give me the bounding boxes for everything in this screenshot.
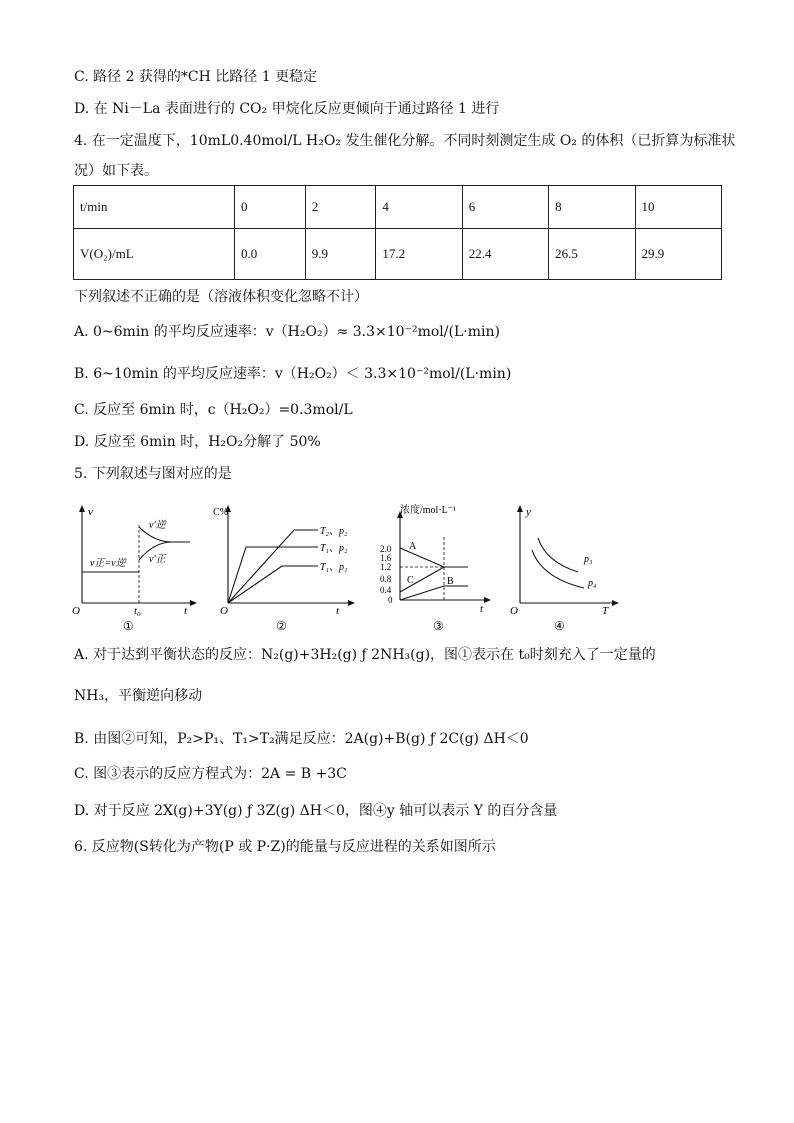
series-label-c: C — [407, 575, 414, 586]
caption: ③ — [433, 619, 444, 633]
q5-option-a-line2: NH₃，平衡逆向移动 — [74, 688, 203, 704]
curve-label-p4: p₄ — [588, 578, 597, 589]
tick-label: 0 — [388, 595, 393, 605]
table-cell: 2 — [305, 186, 376, 229]
table-cell: 0 — [235, 186, 306, 229]
x-label: t — [184, 605, 188, 617]
q3-option-d: D. 在 Ni－La 表面进行的 CO₂ 甲烷化反应更倾向于通过路径 1 进行 — [74, 101, 500, 117]
figure-2-percent-time — [210, 500, 360, 635]
tick-label: 0.4 — [380, 585, 392, 595]
table-cell: 6 — [462, 186, 548, 229]
figure-3-concentration-time — [376, 500, 494, 635]
x-label: T — [602, 605, 609, 617]
tick-label: 1.2 — [380, 562, 392, 572]
figure-4-y-temperature — [506, 500, 624, 635]
figure-1-rate-time — [66, 500, 200, 635]
table-cell: 0.0 — [235, 229, 306, 280]
oxygen-volume-table — [73, 185, 722, 280]
q5-option-b: B. 由图②可知，P₂>P₁、T₁>T₂满足反应：2A(g)+B(g) ƒ 2C(g) ΔH＜0 — [74, 731, 529, 747]
q5-stem: 5. 下列叙述与图对应的是 — [74, 466, 232, 482]
curve-label-p3: p₃ — [584, 554, 593, 565]
q5-option-c: C. 图③表示的反应方程式为：2A = B +3C — [74, 766, 347, 782]
q6-stem: 6. 反应物(S转化为产物(P 或 P·Z)的能量与反应进程的关系如图所示 — [74, 839, 496, 855]
equilibrium-label: v正=v逆 — [90, 558, 126, 569]
table-row-time — [74, 186, 722, 229]
origin-label: O — [220, 605, 228, 617]
table-cell: 29.9 — [635, 229, 721, 280]
y-label: 浓度/mol·L⁻¹ — [400, 505, 457, 516]
q5-option-d: D. 对于反应 2X(g)+3Y(g) ƒ 3Z(g) ΔH＜0，图④y 轴可以表示 Y 的百分含量 — [74, 803, 558, 819]
y-label: v — [88, 506, 93, 518]
tick-label: 2.0 — [380, 544, 392, 554]
caption: ④ — [554, 619, 565, 633]
q4-stem-line1: 4. 在一定温度下，10mL0.40mol/L H₂O₂ 发生催化分解。不同时刻测定生成 O₂ 的体积（已折算为标准状 — [74, 133, 736, 149]
series-label-a: A — [409, 541, 417, 552]
origin-label: O — [72, 605, 80, 617]
tick-label: 0.8 — [380, 574, 392, 584]
table-row-volume — [74, 229, 722, 280]
table-cell: 22.4 — [462, 229, 548, 280]
origin-label: O — [510, 605, 518, 617]
caption: ① — [123, 619, 134, 633]
table-cell: 17.2 — [376, 229, 462, 280]
q4-option-d: D. 反应至 6min 时，H₂O₂分解了 50% — [74, 434, 321, 450]
curve-label-1: T₂、p₂ — [320, 526, 348, 537]
q4-stem-line2: 况）如下表。 — [74, 163, 158, 179]
table-cell: 10 — [635, 186, 721, 229]
reverse-rate-label: v′逆 — [149, 520, 166, 531]
caption: ② — [276, 619, 287, 633]
curve-label-2: T₁、p₂ — [320, 543, 348, 554]
y-label: C% — [213, 507, 228, 518]
x-label: t — [336, 605, 340, 617]
q3-option-c: C. 路径 2 获得的*CH 比路径 1 更稳定 — [74, 69, 318, 85]
table-cell: 26.5 — [549, 229, 635, 280]
table-cell: V(O₂)/mL — [74, 229, 235, 280]
y-label: y — [526, 506, 531, 518]
table-cell: 9.9 — [305, 229, 376, 280]
tick-label: 1.6 — [380, 553, 392, 563]
q4-option-c: C. 反应至 6min 时，c（H₂O₂）=0.3mol/L — [74, 402, 353, 418]
table-cell: 4 — [376, 186, 462, 229]
x-label: t — [480, 603, 484, 615]
q4-option-b: B. 6~10min 的平均反应速率：v（H₂O₂）＜ 3.3×10⁻²mol/(L·min) — [74, 366, 512, 382]
t0-label: t₀ — [134, 605, 141, 617]
q5-option-a-line1: A. 对于达到平衡状态的反应：N₂(g)+3H₂(g) ƒ 2NH₃(g)，图①表示在 t₀时刻充入了一定量的 — [74, 647, 656, 663]
q4-intro: 下列叙述不正确的是（溶液体积变化忽略不计） — [74, 289, 368, 305]
q4-option-a: A. 0~6min 的平均反应速率：v（H₂O₂）≈ 3.3×10⁻²mol/(L·min) — [74, 324, 500, 340]
curve-label-3: T₁、p₁ — [320, 562, 348, 573]
forward-rate-label: v′正 — [149, 554, 166, 565]
table-cell: t/min — [74, 186, 235, 229]
series-label-b: B — [447, 576, 454, 587]
table-cell: 8 — [549, 186, 635, 229]
